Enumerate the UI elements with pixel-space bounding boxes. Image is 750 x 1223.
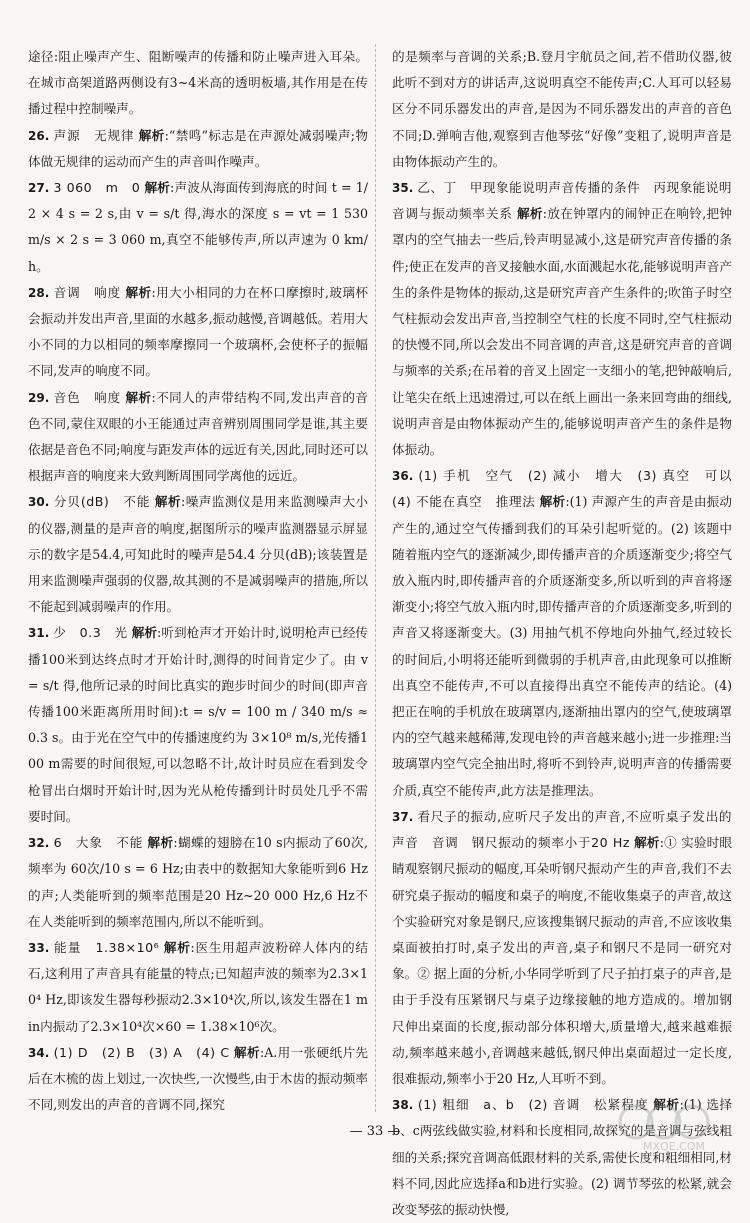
watermark-text: MXQE.COM xyxy=(643,1140,705,1153)
watermark-logo-icon xyxy=(614,1098,734,1154)
question-answer: 少 0.3 光 xyxy=(53,625,128,641)
question-text: :① 实验时眼睛观察钢尺振动的幅度,耳朵听钢尺振动产生的声音,我们不去研究桌子振动的幅度和桌子的响度,不能收集桌子的声音,故这个实验研究对象是钢尺,应该搜集钢尺振动的声音,不应该收集桌面被拍打时,桌子发出的声音,桌子和钢尺不是同一研究对象。② 据上面的分析,小华同学听到了尺子拍打桌子的声音,是由于手没有压紧钢尺与桌子边缘接触的地方造成的。增加钢尺伸出桌面的长度,振动部分体积增大,质量增大,越来越难振动,频率越来越小,音调越来越低,钢尺伸出桌面超过一定长度,很难振动,频率小于20 Hz,人耳听不到。 xyxy=(392,835,732,1086)
question-answer: 音色 响度 xyxy=(53,389,122,405)
question-text: :听到枪声才开始计时,说明枪声已经传播100米到达终点时才开始计时,测得的时间肯定少了。由 v = s/t 得,他所记录的时间比真实的跑步时间少的时间(即声音传播100米距离所用时间):t = s/v = 100 m / 340 m/s ≈ 0.3 s。由于光在空气中的传播速度约为 3×10⁸ m/s,光传播100 m需要的时间很短,可以忽略不计,故计时员应在看到发令枪冒出白烟时开始计时,因为光从枪传播到计时员处几乎不需要时间。 xyxy=(28,625,368,824)
question-number: 31. xyxy=(28,626,50,641)
question-item xyxy=(28,935,368,1040)
question-answer: 分贝(dB) 不能 xyxy=(53,494,151,510)
analysis-label: 解析 xyxy=(144,180,171,196)
question-item xyxy=(392,463,746,804)
question-number: 36. xyxy=(392,469,414,484)
question-number: 26. xyxy=(28,128,50,143)
question-answer: (1) 粗细 a、b (2) 音调 松紧程度 xyxy=(417,1097,649,1113)
analysis-label: 解析 xyxy=(147,835,174,851)
right-column xyxy=(392,44,746,1223)
analysis-label: 解析 xyxy=(653,1097,680,1113)
question-answer: 声源 无规律 xyxy=(53,127,135,143)
page-number: — 33 — xyxy=(349,1124,401,1139)
question-number: 28. xyxy=(28,285,50,300)
left-column xyxy=(28,44,368,1118)
question-text: 途径:阻止噪声产生、阻断噪声的传播和防止噪声进入耳朵。在城市高架道路两侧设有3~4米高的透明板墙,其作用是在传播过程中控制噪声。 xyxy=(28,49,368,117)
question-answer: 能量 1.38×10⁶ xyxy=(54,939,160,955)
analysis-label: 解析 xyxy=(539,494,566,510)
analysis-label: 解析 xyxy=(634,835,660,851)
question-item xyxy=(392,175,732,463)
analysis-label: 解析 xyxy=(163,939,191,955)
question-text: 的是频率与音调的关系;B.登月宇航员之间,若不借助仪器,彼此听不到对方的讲话声,这说明真空不能传声;C.人耳可以轻易区分不同乐器发出的声音,是因为不同乐器发出的声音的音色不同;D.弹响吉他,观察到吉他琴弦“好像”变粗了,说明声音是由物体振动产生的。 xyxy=(392,49,732,169)
question-item xyxy=(28,830,368,935)
question-text: :(1) 选择b、c两弦线做实验,材料和长度相同,故探究的是音调与弦线粗细的关系;探究音调高低跟材料的关系,需使长度和粗细相同,材料不同,因此应选择a和b进行实验。(2) 调节琴弦的松紧,就会改变琴弦的振动快慢, xyxy=(392,1097,732,1217)
question-item xyxy=(392,804,732,1092)
question-item xyxy=(28,1040,368,1119)
analysis-label: 解析 xyxy=(125,284,152,300)
question-number: 27. xyxy=(28,181,50,196)
question-answer: 乙、丁 甲现象能说明声音传播的条件 丙现象能说明音调与振动频率关系 xyxy=(392,180,732,222)
question-text: :(1) 声源产生的声音是由振动产生的,通过空气传播到我们的耳朵引起听觉的。(2) 该题中随着瓶内空气的逐渐减少,即传播声音的介质逐渐变少;将空气放入瓶内时,即传播声音的介质逐渐变多,所以听到的声音将逐渐变小;将空气放入瓶内时,即传播声音的介质逐渐变多,听到的声音又将逐渐变大。(3) 用抽气机不停地向外抽气,经过较长的时间后,小明将还能听到微弱的手机声音,由此现象可以推断出真空不能传声,不可以直接得出真空不能传声的结论。(4) 把正在响的手机放在玻璃罩内,逐渐抽出罩内的空气,使玻璃罩内的空气越来越稀薄,发现电铃的声音越来越小;进一步推理:当玻璃罩内空气完全抽出时,将听不到铃声,说明声音的传播需要介质,真空不能传声,此方法是推理法。 xyxy=(392,494,733,798)
question-answer: 3 060 m 0 xyxy=(53,180,141,196)
question-number: 29. xyxy=(28,390,50,405)
question-item xyxy=(28,44,368,123)
analysis-label: 解析 xyxy=(234,1044,260,1060)
question-answer: (1) D (2) B (3) A (4) C xyxy=(53,1044,230,1060)
question-text: :噪声监测仪是用来监测噪声大小的仪器,测量的是声音的响度,据图所示的噪声监测器显示屏显示的数字是54.4,可知此时的噪声是54.4 分贝(dB);该装置是用来监测噪声强弱的仪器,故其测的不是减弱噪声的措施,所以不能起到减弱噪声的作用。 xyxy=(28,494,368,615)
question-text: :“禁鸣”标志是在声源处减弱噪声;物体做无规律的运动而产生的声音叫作噪声。 xyxy=(28,127,369,169)
question-text: :蝴蝶的翅膀在10 s内振动了60次,频率为 60次/10 s = 6 Hz;由表中的数据知大象能听到6 Hz的声;人类能听到的频率范围是20 Hz~20 000 Hz,6 Hz不在人类能听到的频率范围内,所以不能听到。 xyxy=(28,835,368,929)
analysis-label: 解析 xyxy=(138,127,165,143)
question-number: 30. xyxy=(28,495,50,510)
question-text: :用大小相同的力在杯口摩擦时,玻璃杯会振动并发出声音,里面的水越多,振动越慢,音调越低。若用大小不同的力以相同的频率摩擦同一个玻璃杯,会使杯子的振幅不同,发声的响度不同。 xyxy=(28,284,368,379)
question-item xyxy=(28,620,368,830)
question-number: 37. xyxy=(392,809,414,824)
column-divider xyxy=(375,44,376,1112)
question-answer: 6 大象 不能 xyxy=(53,835,144,851)
question-answer: 音调 响度 xyxy=(53,284,122,300)
analysis-label: 解析 xyxy=(125,389,152,405)
question-item xyxy=(28,175,368,280)
question-number: 35. xyxy=(392,181,414,196)
analysis-label: 解析 xyxy=(154,494,181,510)
question-number: 33. xyxy=(28,940,50,955)
question-item xyxy=(28,280,368,385)
question-answer: 看尺子的振动,应听尺子发出的声音,不应听桌子发出的声音 音调 钢尺振动的频率小于20 Hz xyxy=(392,808,732,851)
question-answer: (1) 手机 空气 (2) 减小 增大 (3) 真空 可以 (4) 不能在真空 推理法 xyxy=(392,468,746,510)
question-number: 34. xyxy=(28,1045,50,1060)
question-number: 32. xyxy=(28,836,50,851)
question-item xyxy=(28,123,368,175)
question-text: :不同人的声带结构不同,发出声音的音色不同,蒙住双眼的小王能通过声音辨别周围同学是谁,其主要依据是音色不同;响度与距发声体的远近有关,因此,同时还可以根据声音的响度来大致判断周围同学离他的远近。 xyxy=(28,389,368,484)
question-item xyxy=(28,489,368,620)
question-text: :A.用一张硬纸片先后在木梳的齿上划过,一次快些,一次慢些,由于木齿的振动频率不同,则发出的声音的音调不同,探究 xyxy=(28,1044,369,1113)
analysis-label: 解析 xyxy=(131,625,158,641)
question-text: :声波从海面传到海底的时间 t = 1/2 × 4 s = 2 s,由 v = s/t 得,海水的深度 s = vt = 1 530 m/s × 2 s = 3 060 m,真空不能够传声,所以声速为 0 km/h。 xyxy=(28,180,369,274)
question-text: :放在钟罩内的闹钟正在响铃,把钟罩内的空气抽去一些后,铃声明显减小,这是研究声音传播的条件;使正在发声的音叉接触水面,水面溅起水花,能够说明声音产生的条件是物体的振动,这是研究声音产生条件的;吹笛子时空气柱振动会发出声音,当控制空气柱的长度不同时,空气柱振动的快慢不同,所以会发出不同音调的声音,这是研究声音的音调与频率的关系;在吊着的音叉上固定一支细小的笔,把钟敲响后,让笔尖在纸上迅速滑过,可以在纸上画出一条来回弯曲的细线,说明声音是由物体振动产生的,能够说明声音产生的条件是物体振动。 xyxy=(392,206,733,458)
question-number: 38. xyxy=(392,1098,414,1113)
question-item xyxy=(28,385,368,490)
question-item xyxy=(392,44,732,175)
analysis-label: 解析 xyxy=(516,206,543,222)
question-text: :医生用超声波粉碎人体内的结石,这利用了声音具有能量的特点;已知超声波的频率为2.3×10⁴ Hz,即该发生器每秒振动2.3×10⁴次,所以,该发生器在1 min内振动了2.3×10⁴次×60 = 1.38×10⁶次。 xyxy=(28,939,368,1034)
